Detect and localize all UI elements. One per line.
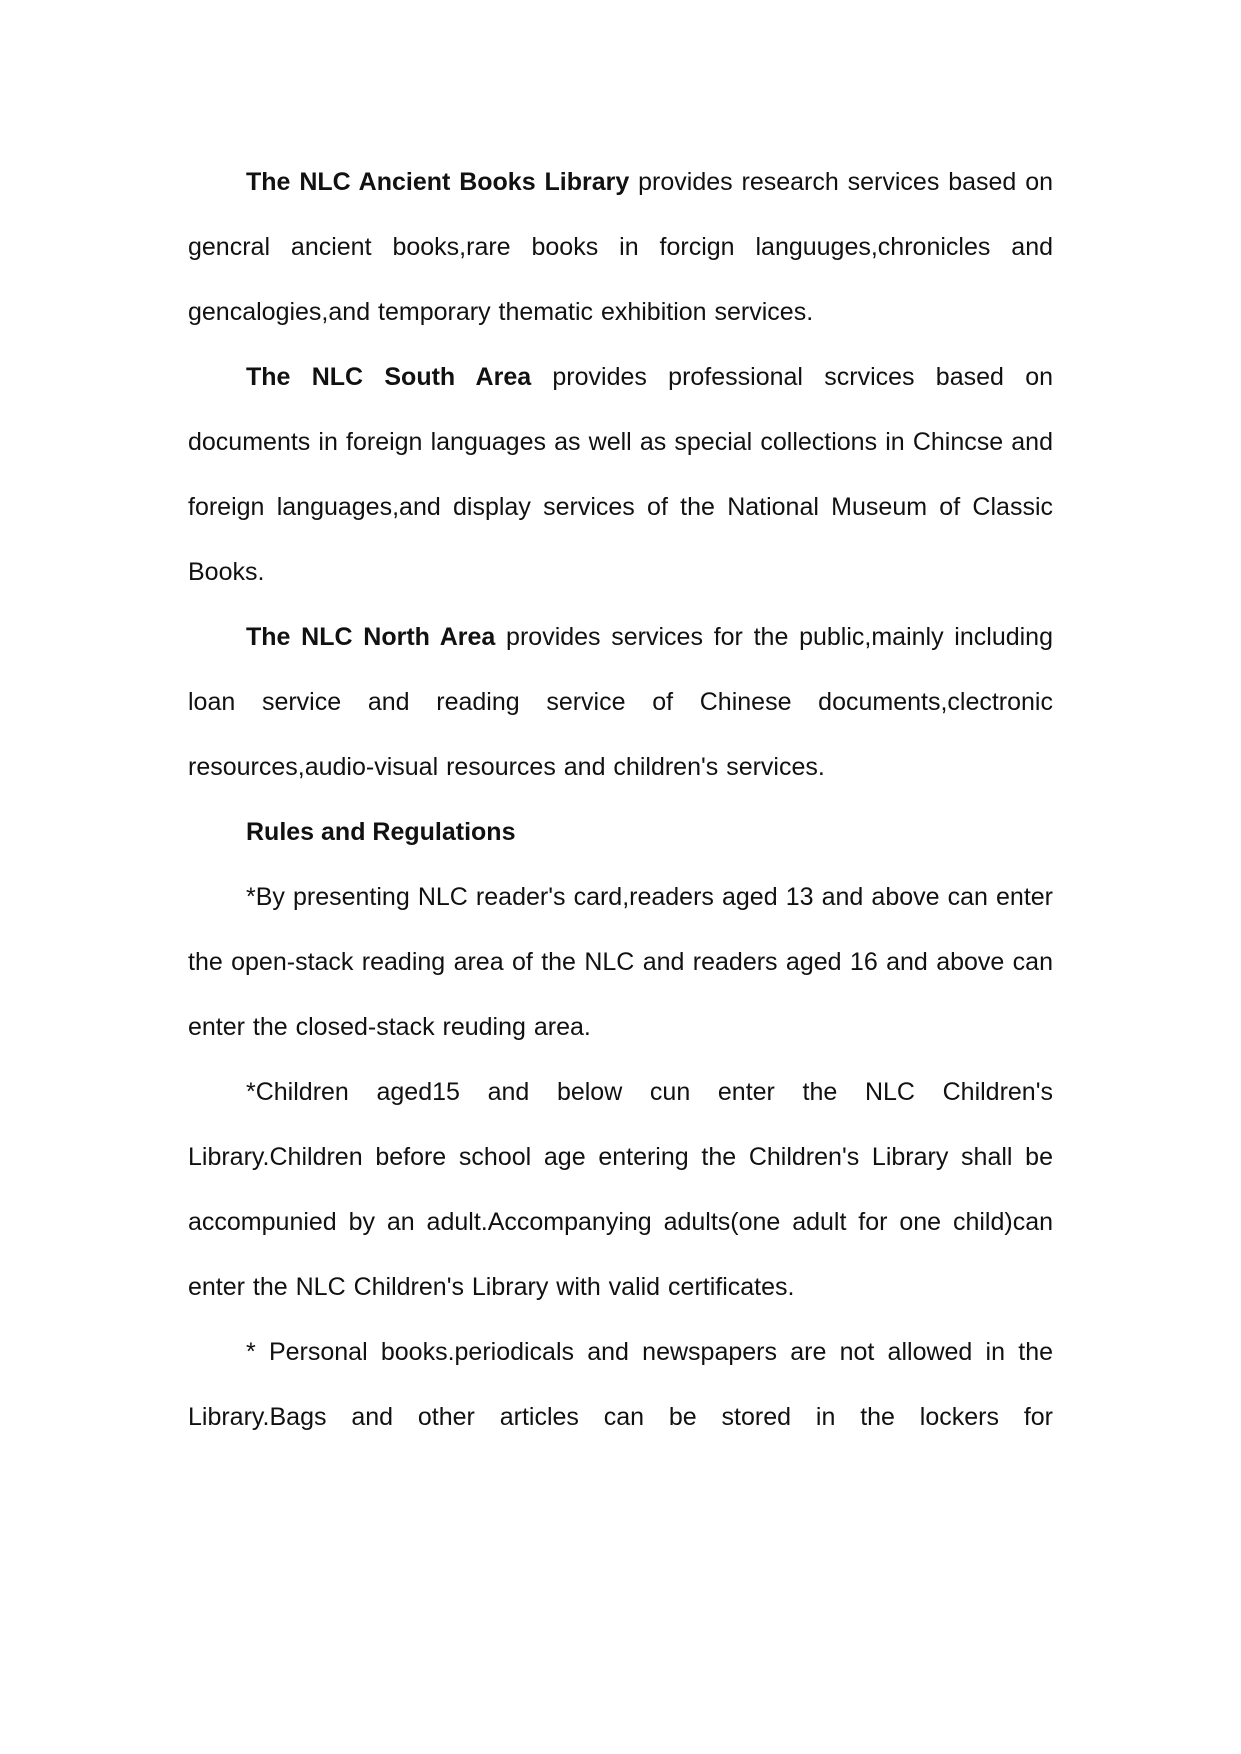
paragraph-south-area	[188, 345, 1053, 605]
paragraph-text: provides professional scrvices based on documents in foreign languages as well as special collections in Chincse and foreign languages,and display services of the National Museum of Classic Books.	[188, 363, 1053, 586]
paragraph-ancient-books-library	[188, 150, 1053, 345]
paragraph-text: provides research services based on gencral ancient books,rare books in forcign languuges,chronicles and gencalogies,and temporary thematic exhibition services.	[188, 168, 1054, 326]
paragraph-text: provides services for the public,mainly including loan service and reading service of Chinese documents,clectronic resources,audio-visual resources and children's services.	[188, 623, 1053, 781]
rule-personal-items: * Personal books.periodicals and newspapers are not allowed in the Library.Bags and other articles can be stored in the lockers for	[188, 1338, 1053, 1431]
paragraph-north-area	[188, 605, 1053, 800]
paragraph-lead: The NLC North Area	[246, 623, 496, 651]
paragraph-lead: The NLC Ancient Books Library	[246, 168, 630, 196]
rules-heading: Rules and Regulations	[246, 818, 516, 846]
paragraph-lead: The NLC South Area	[246, 363, 532, 391]
rule-reader-card: *By presenting NLC reader's card,readers aged 13 and above can enter the open-stack reading area of the NLC and readers aged 16 and above can enter the closed-stack reuding area.	[188, 883, 1053, 1041]
document-body	[188, 150, 1053, 1450]
rule-children-library: *Children aged15 and below cun enter the NLC Children's Library.Children before school age entering the Children's Library shall be accompunied by an adult.Accompanying adults(one adult for one child)can enter the NLC Children's Library with valid certificates.	[188, 1078, 1053, 1301]
